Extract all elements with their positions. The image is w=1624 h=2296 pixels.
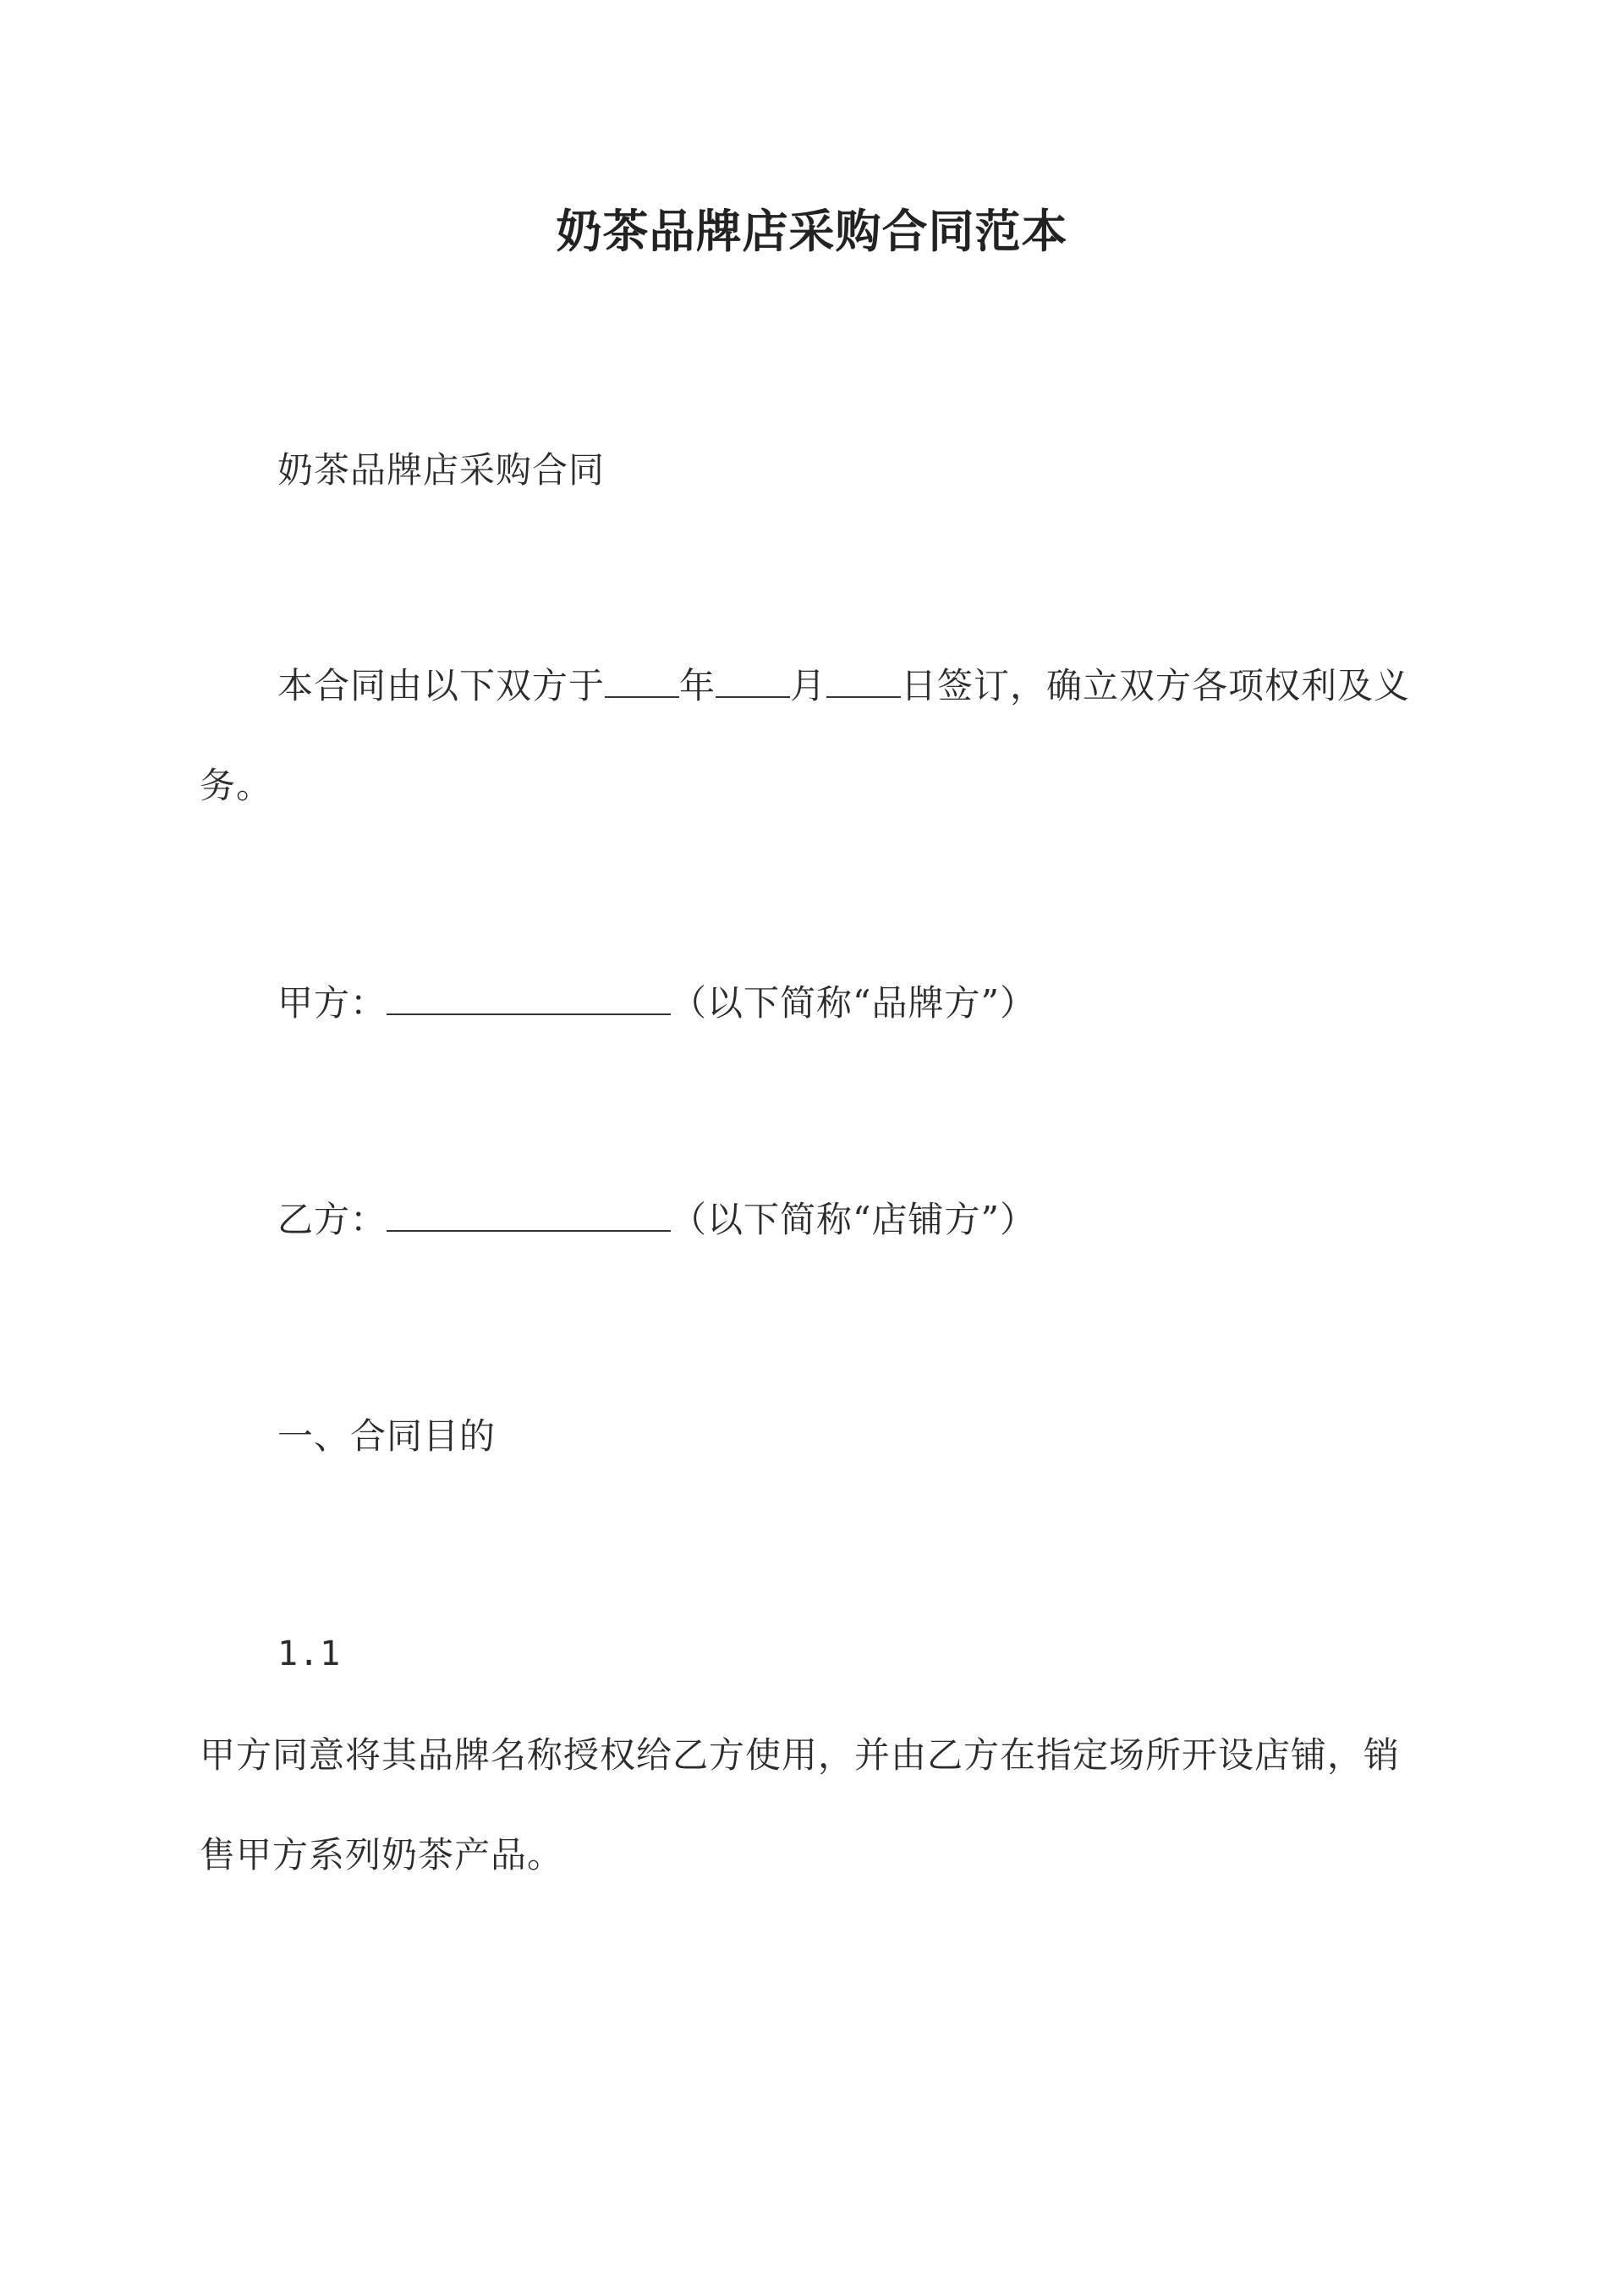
party-a-blank: [387, 985, 671, 1015]
party-a-note: （以下简称“品牌方”）: [671, 982, 1036, 1024]
month-blank: [716, 667, 790, 698]
day-blank: [826, 667, 901, 698]
intro-text-start: 本合同由以下双方于: [277, 665, 606, 706]
party-b-blank: [387, 1201, 671, 1232]
year-blank: [605, 667, 679, 698]
clause-1-1-text: 甲方同意将其品牌名称授权给乙方使用，并由乙方在指定场所开设店铺，销售甲方系列奶茶产品。: [200, 1734, 1401, 1876]
contract-subtitle: 奶茶品牌店采购合同: [277, 449, 606, 491]
party-a-line: [200, 953, 1435, 1053]
document-title: 奶茶品牌店采购合同范本: [556, 204, 1068, 258]
party-b-label: 乙方：: [277, 1199, 387, 1240]
party-b-note: （以下简称“店铺方”）: [671, 1199, 1036, 1240]
intro-paragraph: [200, 636, 1435, 836]
section-1-heading: 一、合同目的: [277, 1415, 497, 1457]
party-b-line: [200, 1170, 1435, 1270]
month-label: 月: [790, 665, 827, 706]
year-label: 年: [679, 665, 716, 706]
clause-1-1-number: 1.1: [277, 1634, 342, 1673]
party-a-label: 甲方：: [277, 982, 387, 1024]
intro-text-end: 日签订，确立双方各项权利及义务。: [200, 665, 1411, 806]
